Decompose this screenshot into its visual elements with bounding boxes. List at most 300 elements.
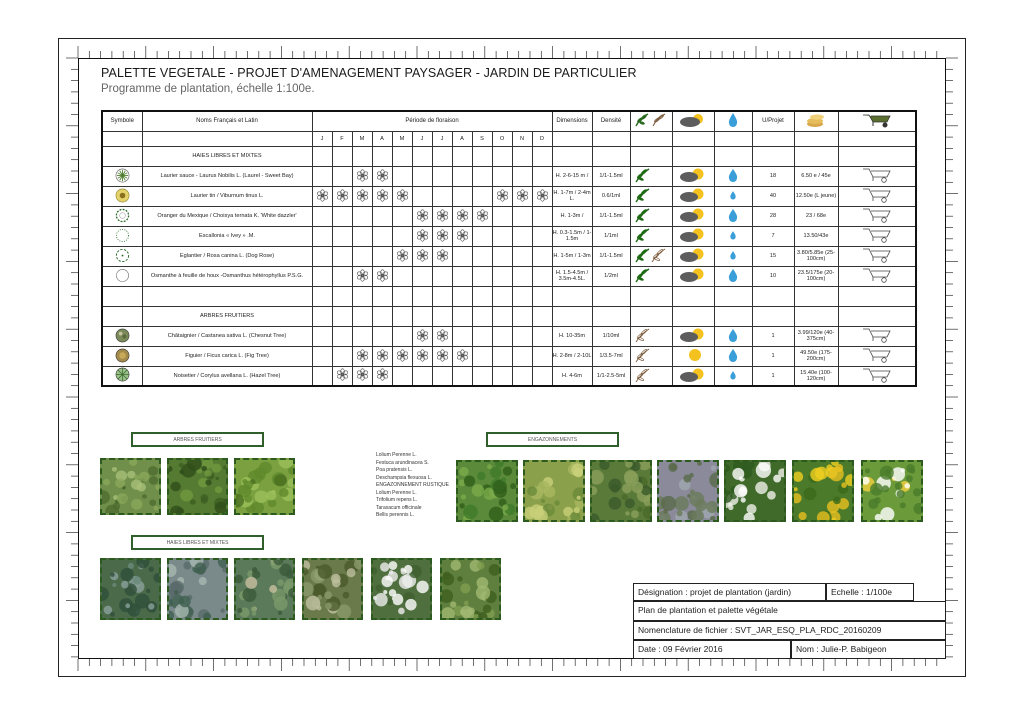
- section-heading: HAIES LIBRES ET MIXTES: [142, 146, 312, 166]
- month-cell: [532, 286, 552, 306]
- dimensions-cell: H. 4-6m: [552, 366, 592, 386]
- plant-symbol-icon: [115, 188, 130, 203]
- exposure-cell: [672, 186, 714, 206]
- flower-icon: [436, 229, 449, 242]
- dimensions-cell: H. 2-8m / 2-10L: [552, 346, 592, 366]
- month-cell: [492, 226, 512, 246]
- month-cell: [452, 266, 472, 286]
- month-header: A: [372, 131, 392, 146]
- flowering-month-cell: [352, 266, 372, 286]
- month-cell: [512, 346, 532, 366]
- table-row: [102, 226, 916, 246]
- exposure-cell: [672, 366, 714, 386]
- foliage-cell: [630, 186, 672, 206]
- month-cell: [492, 266, 512, 286]
- flowering-month-cell: [332, 186, 352, 206]
- month-cell: [492, 246, 512, 266]
- foliage-cell: [630, 166, 672, 186]
- empty-cell: [672, 146, 714, 166]
- flowering-month-cell: [452, 206, 472, 226]
- month-cell: [372, 146, 392, 166]
- month-cell: [312, 266, 332, 286]
- month-cell: [412, 146, 432, 166]
- month-cell: [412, 366, 432, 386]
- month-cell: [312, 206, 332, 226]
- leaf-icon: [633, 367, 669, 383]
- u-projet-cell: 28: [752, 206, 794, 226]
- water-drop-icon: [727, 112, 739, 128]
- shrub-photo: [100, 558, 161, 620]
- month-cell: [512, 226, 532, 246]
- flower-icon: [376, 269, 389, 282]
- foliage-cell: [630, 366, 672, 386]
- grass-species-item: Poa pratensis L.: [376, 467, 413, 473]
- flower-icon: [456, 209, 469, 222]
- leaf-icon: [633, 247, 669, 263]
- plant-symbol: [102, 266, 142, 286]
- tree-photo: [100, 458, 161, 515]
- month-cell: [512, 286, 532, 306]
- wheelbarrow-cell: [838, 346, 916, 366]
- header-noms: Noms Français et Latin: [142, 111, 312, 131]
- u-projet-cell: 15: [752, 246, 794, 266]
- month-cell: [472, 246, 492, 266]
- leaf-icon: [633, 267, 669, 283]
- empty-cell: [752, 286, 794, 306]
- plant-symbol: [102, 326, 142, 346]
- price-cell: 49.50e (175-200cm): [794, 346, 838, 366]
- month-cell: [532, 166, 552, 186]
- empty-cell: [102, 131, 142, 146]
- densite-cell: 1/1-1.5ml: [592, 166, 630, 186]
- month-cell: [392, 366, 412, 386]
- month-cell: [432, 286, 452, 306]
- wheelbarrow-cell: [838, 186, 916, 206]
- water-drop-icon: [727, 328, 739, 342]
- leaf-icon: [633, 227, 669, 243]
- month-header: M: [352, 131, 372, 146]
- tree-photo: [234, 458, 295, 515]
- month-cell: [372, 206, 392, 226]
- table-row: [102, 266, 916, 286]
- sun-cloud-icon: [677, 187, 709, 203]
- month-header: S: [472, 131, 492, 146]
- leaf-icon: [633, 327, 669, 343]
- month-cell: [392, 266, 412, 286]
- month-cell: [372, 286, 392, 306]
- flowering-month-cell: [392, 186, 412, 206]
- water-cell: [714, 226, 752, 246]
- month-cell: [372, 306, 392, 326]
- month-cell: [492, 326, 512, 346]
- month-cell: [512, 366, 532, 386]
- wheelbarrow-icon: [862, 267, 892, 283]
- flowering-month-cell: [392, 346, 412, 366]
- grass-photo: [456, 460, 518, 522]
- month-cell: [352, 206, 372, 226]
- flower-icon: [416, 349, 429, 362]
- grass-photo: [657, 460, 719, 522]
- month-cell: [512, 206, 532, 226]
- header-row: [102, 111, 916, 131]
- month-cell: [472, 186, 492, 206]
- empty-cell: [592, 131, 630, 146]
- flower-icon: [376, 169, 389, 182]
- month-cell: [352, 226, 372, 246]
- dimensions-cell: H. 1-3m /: [552, 206, 592, 226]
- month-header: F: [332, 131, 352, 146]
- month-cell: [452, 186, 472, 206]
- flowering-month-cell: [432, 346, 452, 366]
- month-header: J: [432, 131, 452, 146]
- dimensions-cell: H. 2-6-15 m /: [552, 166, 592, 186]
- flowering-month-cell: [372, 366, 392, 386]
- month-cell: [432, 366, 452, 386]
- month-cell: [512, 146, 532, 166]
- empty-cell: [552, 146, 592, 166]
- flowering-month-cell: [472, 206, 492, 226]
- exposure-cell: [672, 166, 714, 186]
- plant-symbol: [102, 226, 142, 246]
- water-drop-icon: [727, 368, 739, 382]
- foliage-cell: [630, 266, 672, 286]
- month-cell: [332, 326, 352, 346]
- echelle-cell: Echelle : 1/100e: [826, 583, 914, 601]
- table-row: [102, 186, 916, 206]
- empty-cell: [592, 306, 630, 326]
- flower-icon: [376, 349, 389, 362]
- month-cell: [452, 366, 472, 386]
- month-cell: [532, 266, 552, 286]
- flowering-month-cell: [432, 206, 452, 226]
- water-cell: [714, 206, 752, 226]
- section-heading-row: [102, 146, 916, 166]
- sun-cloud-icon: [677, 367, 709, 383]
- flower-icon: [316, 189, 329, 202]
- empty-cell: [672, 306, 714, 326]
- header-leaf-icon: [630, 111, 672, 131]
- plant-symbol-icon: [115, 168, 130, 183]
- month-cell: [472, 366, 492, 386]
- wheelbarrow-cell: [838, 166, 916, 186]
- header-densite: Densité: [592, 111, 630, 131]
- grass-species-list: [376, 452, 449, 520]
- nomenclature-cell: Nomenclature de fichier : SVT_JAR_ESQ_PLA_RDC_20160209: [633, 621, 946, 640]
- grass-species-item: Deschampsia flexuosa L.: [376, 474, 432, 481]
- month-cell: [352, 246, 372, 266]
- month-cell: [312, 366, 332, 386]
- header-u-projet: U/Projet: [752, 111, 794, 131]
- month-cell: [472, 226, 492, 246]
- flowering-month-cell: [432, 226, 452, 246]
- month-cell: [332, 166, 352, 186]
- month-cell: [392, 286, 412, 306]
- month-cell: [532, 246, 552, 266]
- month-cell: [452, 326, 472, 346]
- month-header: M: [392, 131, 412, 146]
- u-projet-cell: 1: [752, 326, 794, 346]
- month-cell: [332, 226, 352, 246]
- flowering-month-cell: [532, 186, 552, 206]
- month-cell: [492, 346, 512, 366]
- month-cell: [432, 306, 452, 326]
- wheelbarrow-icon: [862, 247, 892, 263]
- header-coins-icon: [794, 111, 838, 131]
- month-cell: [532, 366, 552, 386]
- page-title: PALETTE VEGETALE - PROJET D'AMENAGEMENT PAYSAGER - JARDIN DE PARTICULIER: [101, 66, 637, 80]
- u-projet-cell: 18: [752, 166, 794, 186]
- plant-symbol-icon: [115, 248, 130, 263]
- month-header: J: [312, 131, 332, 146]
- flowering-month-cell: [372, 166, 392, 186]
- plant-symbol-icon: [115, 348, 130, 363]
- flowering-month-cell: [372, 346, 392, 366]
- month-cell: [452, 306, 472, 326]
- wheelbarrow-icon: [861, 112, 893, 128]
- month-cell: [352, 306, 372, 326]
- flower-icon: [396, 349, 409, 362]
- empty-cell: [552, 306, 592, 326]
- empty-cell: [630, 286, 672, 306]
- month-cell: [472, 166, 492, 186]
- month-cell: [332, 206, 352, 226]
- sun-cloud-icon: [677, 327, 709, 343]
- flowering-month-cell: [412, 346, 432, 366]
- plant-symbol: [102, 206, 142, 226]
- arbustes-label: HAIES LIBRES ET MIXTES: [166, 540, 229, 546]
- flowering-month-cell: [312, 186, 332, 206]
- empty-cell: [630, 306, 672, 326]
- month-cell: [392, 306, 412, 326]
- month-cell: [432, 166, 452, 186]
- month-cell: [412, 166, 432, 186]
- month-cell: [412, 186, 432, 206]
- plant-name: Figuier / Ficus carica L. (Fig Tree): [142, 346, 312, 366]
- sun-cloud-icon: [676, 112, 710, 128]
- grass-photo: [590, 460, 652, 522]
- flowering-month-cell: [432, 326, 452, 346]
- dimensions-cell: H. 1.5-4.5m / 3.5m-4.5L.: [552, 266, 592, 286]
- price-cell: 15.40e (100-120cm): [794, 366, 838, 386]
- plant-symbol: [102, 246, 142, 266]
- month-cell: [472, 306, 492, 326]
- empty-cell: [142, 286, 312, 306]
- month-cell: [392, 206, 412, 226]
- wheelbarrow-cell: [838, 266, 916, 286]
- densite-cell: 1/1-1.5ml: [592, 206, 630, 226]
- flowering-month-cell: [412, 226, 432, 246]
- empty-cell: [794, 286, 838, 306]
- grass-photo: [523, 460, 585, 522]
- flower-icon: [476, 209, 489, 222]
- empty-cell: [752, 146, 794, 166]
- flower-icon: [416, 249, 429, 262]
- empty-cell: [552, 286, 592, 306]
- leaf-icon: [634, 112, 668, 128]
- plant-symbol-icon: [115, 208, 130, 223]
- month-cell: [492, 306, 512, 326]
- plant-name: Noisetier / Corylus avellana L. (Hazel Tree): [142, 366, 312, 386]
- plant-symbol-icon: [115, 328, 130, 343]
- designation-cell: Désignation : projet de plantation (jardin): [633, 583, 826, 601]
- foliage-cell: [630, 206, 672, 226]
- water-drop-icon: [727, 228, 739, 242]
- month-cell: [492, 366, 512, 386]
- empty-cell: [592, 146, 630, 166]
- month-cell: [432, 266, 452, 286]
- month-cell: [432, 146, 452, 166]
- foliage-cell: [630, 346, 672, 366]
- u-projet-cell: 7: [752, 226, 794, 246]
- leaf-icon: [633, 187, 669, 203]
- flower-icon: [336, 189, 349, 202]
- densite-cell: 1/1ml: [592, 226, 630, 246]
- flowering-month-cell: [452, 346, 472, 366]
- water-cell: [714, 326, 752, 346]
- price-cell: 3.80/5.85e (25-100cm): [794, 246, 838, 266]
- month-cell: [512, 306, 532, 326]
- month-cell: [472, 146, 492, 166]
- exposure-cell: [672, 326, 714, 346]
- table-row: [102, 366, 916, 386]
- grass-species-item: Festuca arundinacea S.: [376, 459, 429, 466]
- month-cell: [372, 226, 392, 246]
- flower-icon: [416, 209, 429, 222]
- sun-cloud-icon: [677, 267, 709, 283]
- wheelbarrow-icon: [862, 167, 892, 183]
- header-dimensions: Dimensions: [552, 111, 592, 131]
- plant-symbol: [102, 366, 142, 386]
- flowering-month-cell: [352, 166, 372, 186]
- empty-cell: [714, 131, 752, 146]
- sun-cloud-icon: [677, 207, 709, 223]
- grass-photo: [724, 460, 786, 522]
- plant-name: Châtaignier / Castanea sativa L. (Chesnut Tree): [142, 326, 312, 346]
- dimensions-cell: H. 1-5m / 1-3m: [552, 246, 592, 266]
- flowering-month-cell: [372, 186, 392, 206]
- empty-cell: [102, 306, 142, 326]
- u-projet-cell: 1: [752, 346, 794, 366]
- arbustes-label-box: [131, 535, 264, 550]
- table-row: [102, 166, 916, 186]
- flower-icon: [376, 368, 389, 381]
- month-cell: [532, 146, 552, 166]
- foliage-cell: [630, 246, 672, 266]
- water-cell: [714, 266, 752, 286]
- month-header: J: [412, 131, 432, 146]
- title-block: [633, 583, 946, 659]
- empty-cell: [552, 131, 592, 146]
- empty-cell: [838, 306, 916, 326]
- dimensions-cell: H. 1-7m / 2-4m L.: [552, 186, 592, 206]
- wheelbarrow-cell: [838, 366, 916, 386]
- month-cell: [332, 346, 352, 366]
- tree-photo: [167, 458, 228, 515]
- grass-photo: [792, 460, 854, 522]
- empty-cell: [630, 131, 672, 146]
- empty-cell: [714, 146, 752, 166]
- month-cell: [312, 226, 332, 246]
- engazonnement-label: ENGAZONNEMENTS: [527, 437, 578, 443]
- month-cell: [432, 186, 452, 206]
- water-cell: [714, 346, 752, 366]
- price-cell: 6.50 e / 45e: [794, 166, 838, 186]
- flower-icon: [536, 189, 549, 202]
- month-cell: [472, 346, 492, 366]
- flower-icon: [436, 209, 449, 222]
- month-cell: [312, 166, 332, 186]
- flower-icon: [456, 229, 469, 242]
- exposure-cell: [672, 266, 714, 286]
- month-cell: [532, 226, 552, 246]
- wheelbarrow-icon: [862, 187, 892, 203]
- empty-cell: [102, 146, 142, 166]
- plant-symbol: [102, 166, 142, 186]
- month-cell: [532, 326, 552, 346]
- densite-cell: 1/1-2.5-5ml: [592, 366, 630, 386]
- densite-cell: 1/2ml: [592, 266, 630, 286]
- flower-icon: [416, 229, 429, 242]
- water-drop-icon: [727, 348, 739, 362]
- empty-cell: [142, 131, 312, 146]
- month-cell: [312, 306, 332, 326]
- wheelbarrow-cell: [838, 326, 916, 346]
- leaf-icon: [633, 347, 669, 363]
- engazonnement-label-box: [486, 432, 619, 447]
- header-symbole: Symbole: [102, 111, 142, 131]
- densite-cell: 0.6/1ml: [592, 186, 630, 206]
- month-cell: [352, 286, 372, 306]
- empty-cell: [752, 131, 794, 146]
- month-cell: [312, 326, 332, 346]
- month-header: A: [452, 131, 472, 146]
- flowering-month-cell: [352, 186, 372, 206]
- wheelbarrow-cell: [838, 206, 916, 226]
- flower-icon: [356, 189, 369, 202]
- table-row: [102, 246, 916, 266]
- header-water-icon: [714, 111, 752, 131]
- plant-name: Escallonia « Ivey » .M.: [142, 226, 312, 246]
- palette-table: [101, 110, 917, 387]
- grass-species-item: ENGAZONNEMENT RUSTIQUE: [376, 482, 449, 488]
- empty-cell: [714, 306, 752, 326]
- month-cell: [352, 146, 372, 166]
- header-periode: Période de floraison: [312, 111, 552, 131]
- month-cell: [472, 326, 492, 346]
- flower-icon: [356, 269, 369, 282]
- shrub-photo: [371, 558, 432, 620]
- flowering-month-cell: [432, 246, 452, 266]
- flower-icon: [496, 189, 509, 202]
- water-drop-icon: [727, 168, 739, 182]
- shrub-photo: [234, 558, 295, 620]
- water-cell: [714, 186, 752, 206]
- month-cell: [412, 306, 432, 326]
- wheelbarrow-icon: [862, 367, 892, 383]
- flower-icon: [356, 368, 369, 381]
- table-row: [102, 206, 916, 226]
- shrub-photo: [167, 558, 228, 620]
- flowering-month-cell: [452, 226, 472, 246]
- wheelbarrow-icon: [862, 227, 892, 243]
- month-cell: [492, 286, 512, 306]
- month-cell: [452, 286, 472, 306]
- flowering-month-cell: [372, 266, 392, 286]
- month-cell: [532, 206, 552, 226]
- densite-cell: 1/3.5-7ml: [592, 346, 630, 366]
- month-cell: [392, 166, 412, 186]
- grass-species-item: Taraxacum officinale: [376, 504, 422, 511]
